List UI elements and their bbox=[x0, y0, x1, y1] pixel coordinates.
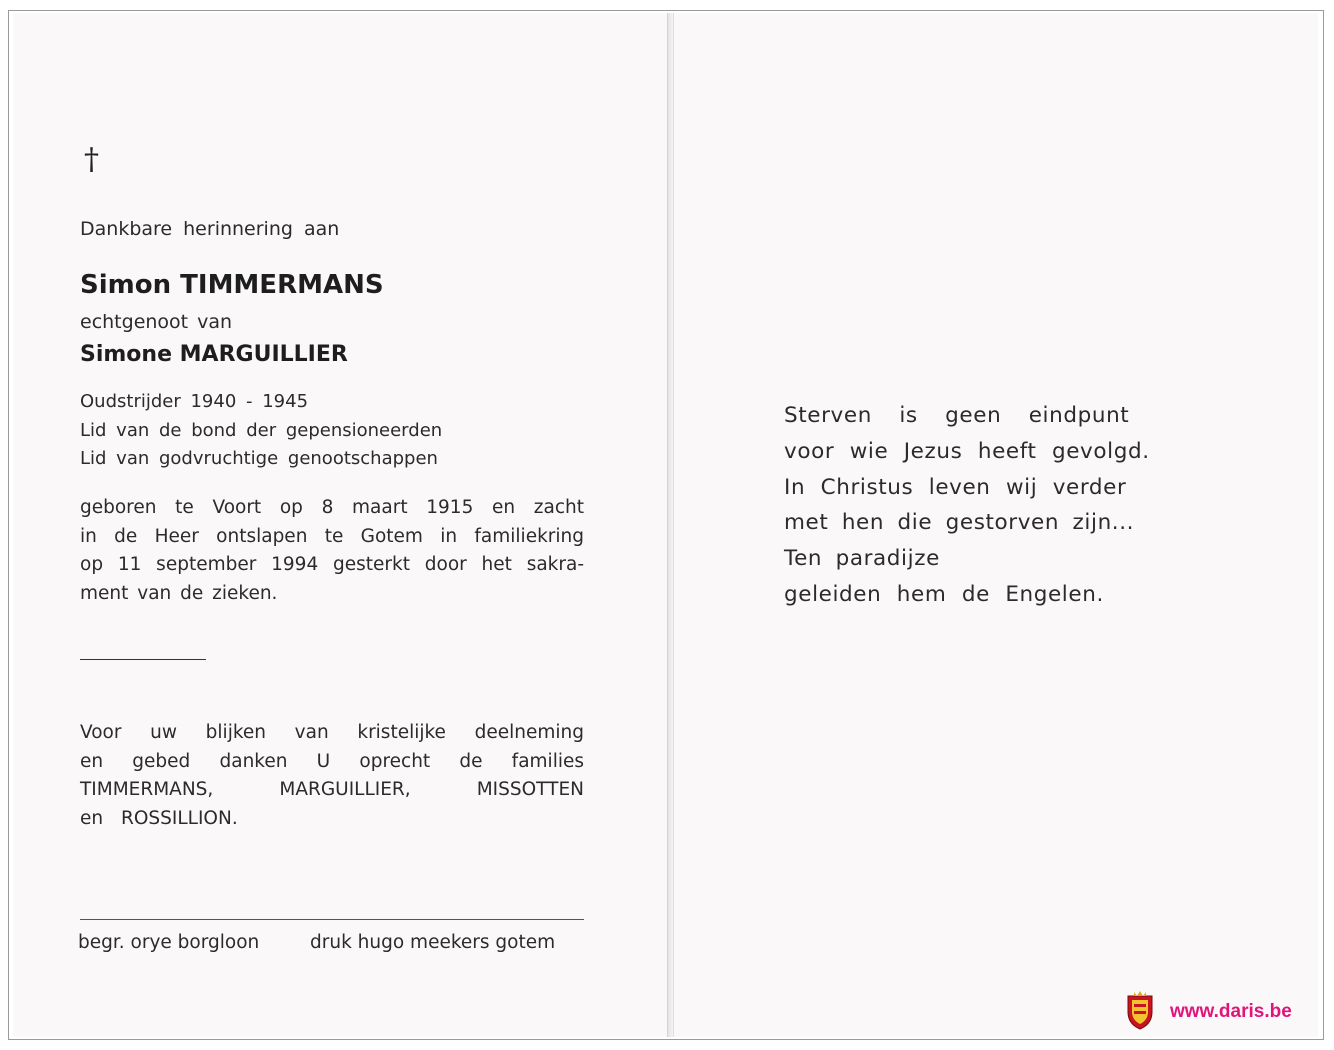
biography-line: ment van de zieken. bbox=[80, 582, 278, 604]
undertaker-credit: begr. orye borgloon bbox=[78, 932, 260, 953]
poem-line: In Christus leven wij verder bbox=[784, 474, 1127, 500]
title-line: Lid van godvruchtige genootschappen bbox=[80, 448, 438, 469]
title-line: Oudstrijder 1940 - 1945 bbox=[80, 391, 309, 412]
thanks-line: en ROSSILLION. bbox=[80, 807, 238, 829]
title-line: Lid van de bond der gepensioneerden bbox=[80, 419, 443, 441]
spouse-label: echtgenoot van bbox=[80, 311, 233, 333]
spouse-name: Simone MARGUILLIER bbox=[80, 342, 348, 367]
poem-line: geleiden hem de Engelen. bbox=[784, 581, 1104, 607]
separator-line bbox=[80, 659, 206, 660]
watermark-link[interactable]: www.daris.be bbox=[1170, 1001, 1292, 1022]
poem-line: met hen die gestorven zijn... bbox=[784, 510, 1135, 536]
thanks-line: en gebed danken U oprecht de families bbox=[80, 750, 584, 772]
printer-credit: druk hugo meekers gotem bbox=[310, 932, 556, 953]
crest-icon bbox=[1124, 990, 1156, 1030]
biography-line: in de Heer ontslapen te Gotem in familiekring bbox=[80, 525, 584, 547]
thanks-line: Voor uw blijken van kristelijke deelneming bbox=[80, 722, 584, 743]
biography-block bbox=[80, 494, 584, 608]
titles-block bbox=[80, 388, 442, 474]
poem-line: voor wie Jezus heeft gevolgd. bbox=[784, 438, 1150, 464]
intro-text: Dankbare herinnering aan bbox=[80, 218, 340, 240]
biography-line: geboren te Voort op 8 maart 1915 en zacht bbox=[80, 497, 584, 518]
poem-line: Ten paradijze bbox=[784, 546, 940, 572]
cross-icon: † bbox=[84, 142, 99, 177]
thanks-block bbox=[80, 719, 584, 833]
thanks-line: TIMMERMANS, MARGUILLIER, MISSOTTEN bbox=[80, 779, 584, 800]
poem-line: Sterven is geen eindpunt bbox=[784, 403, 1130, 428]
poem-block bbox=[784, 398, 1150, 613]
deceased-name: Simon TIMMERMANS bbox=[80, 270, 384, 300]
biography-line: op 11 september 1994 gesterkt door het sakra- bbox=[80, 554, 584, 575]
footer-divider bbox=[80, 919, 584, 920]
